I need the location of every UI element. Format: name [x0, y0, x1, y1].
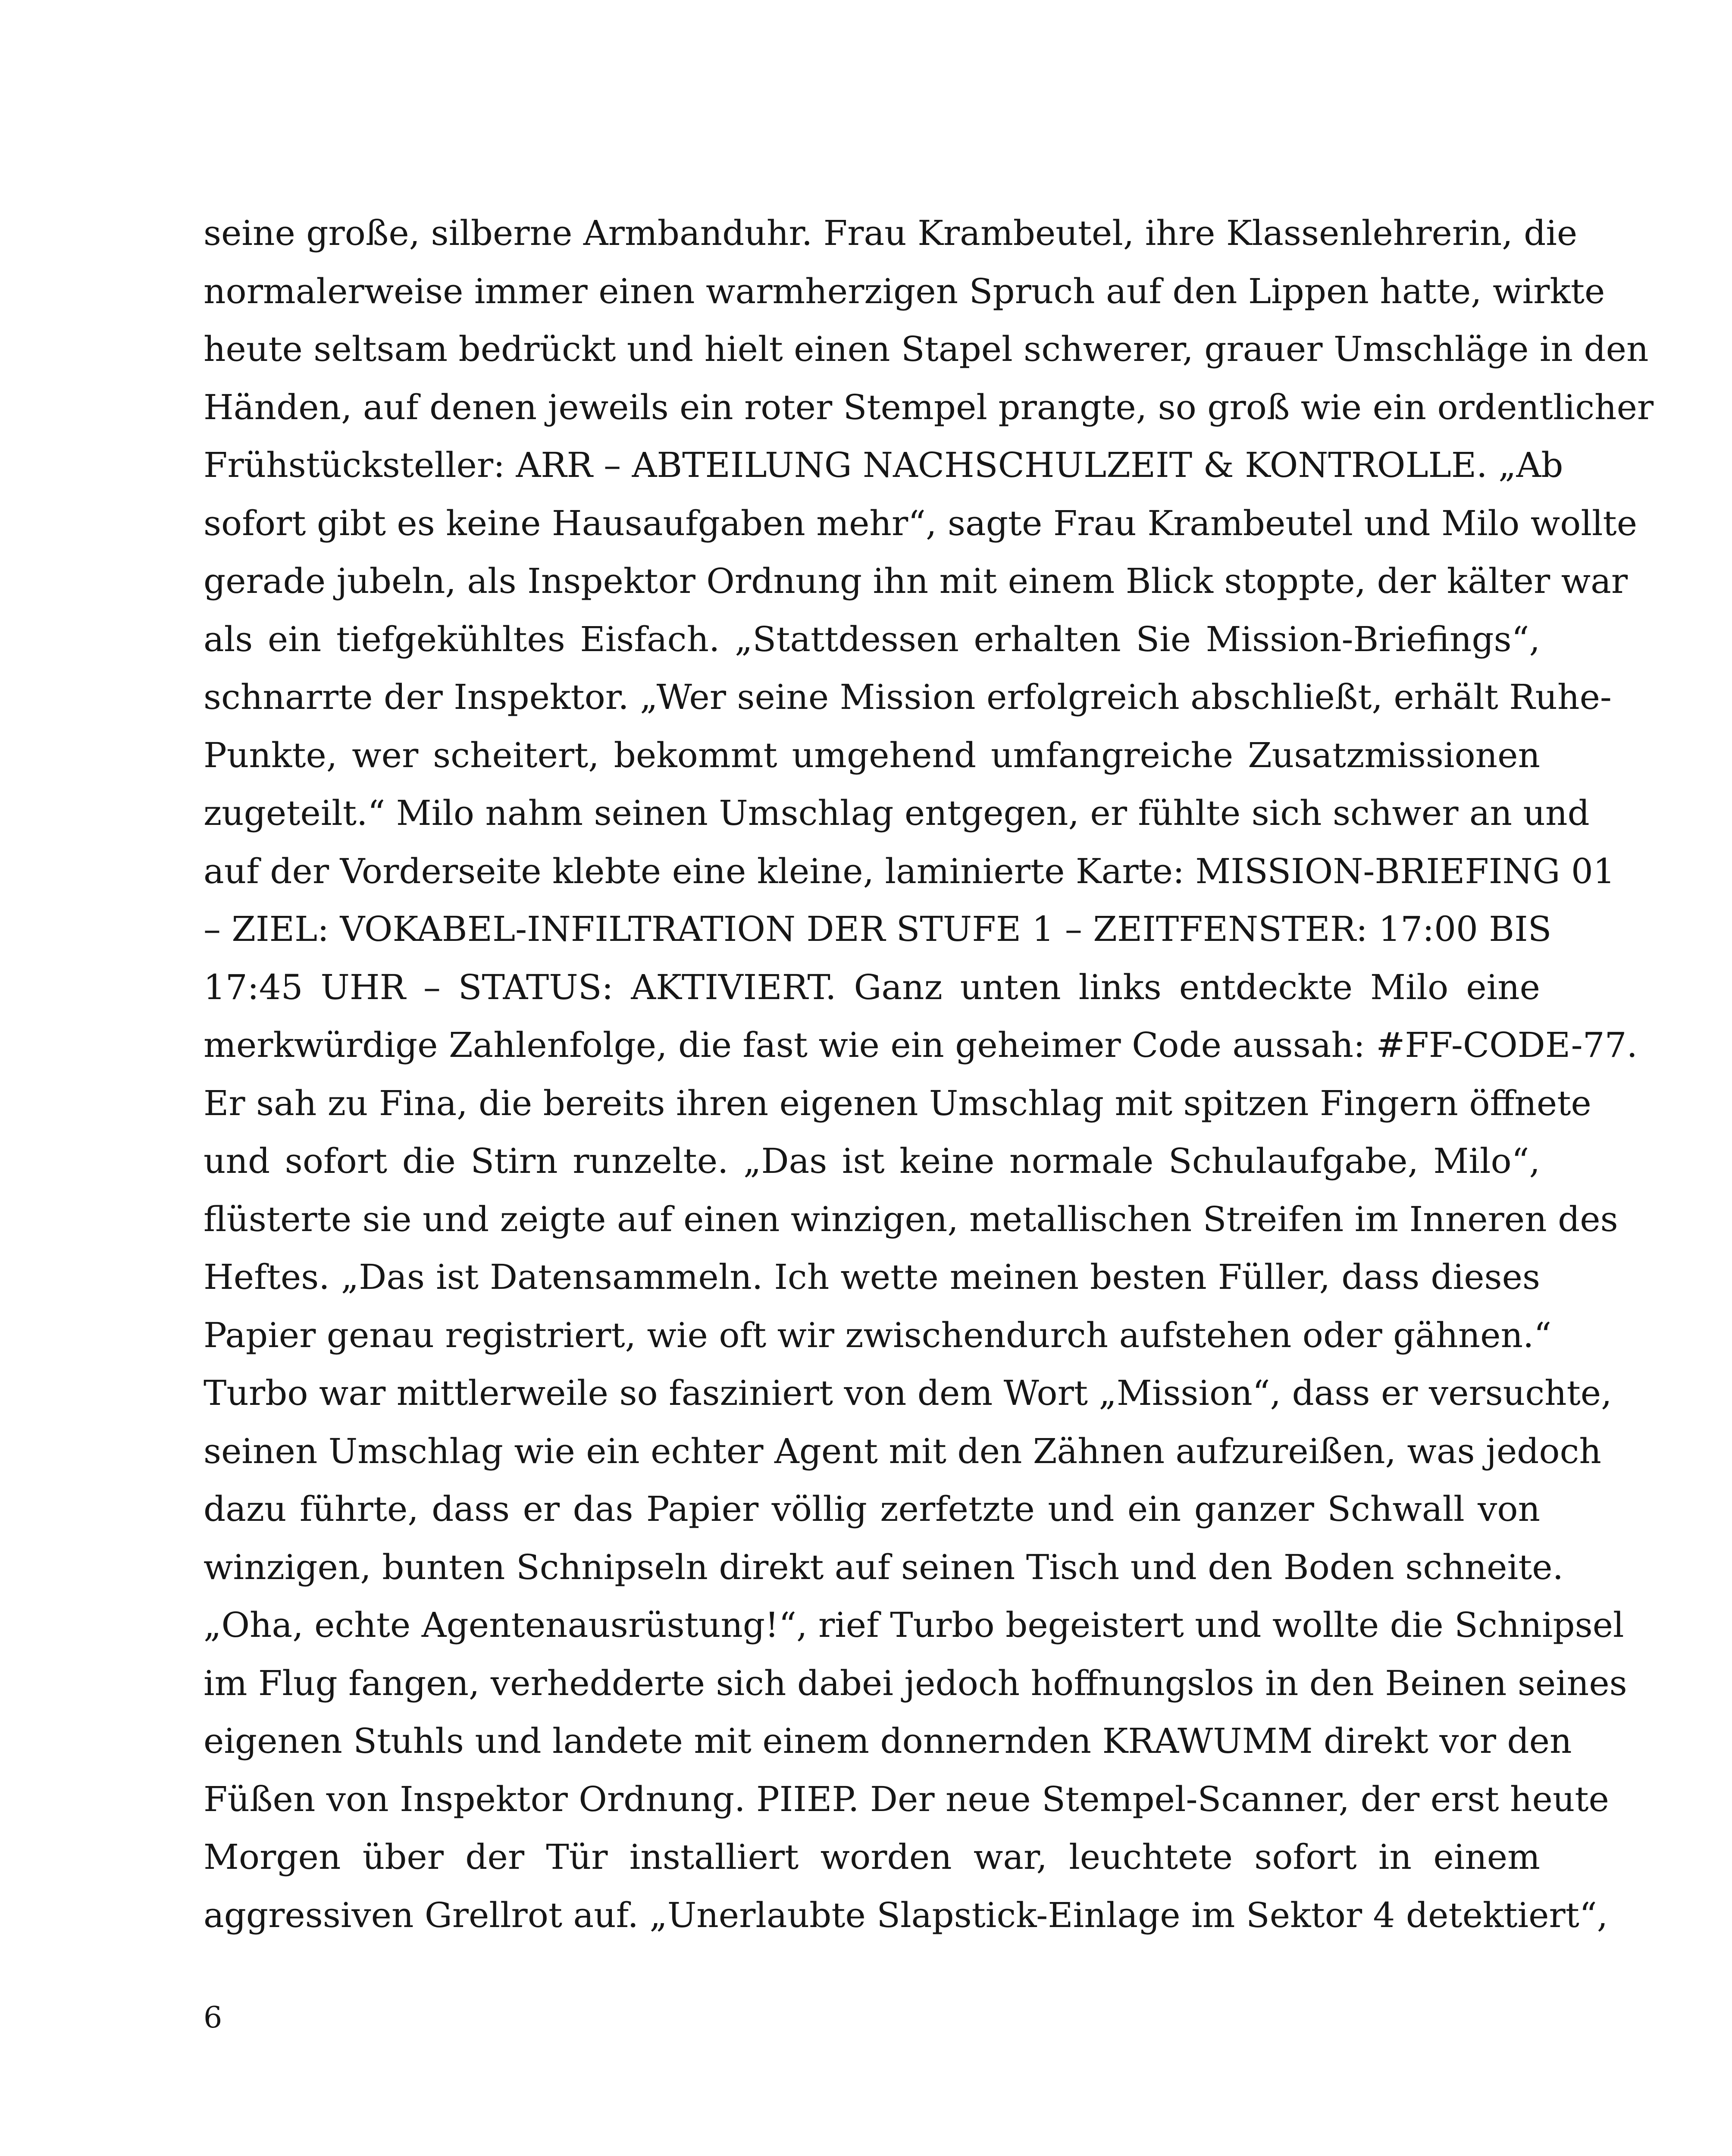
- text-line: und sofort die Stirn runzelte. „Das ist keine normale Schulaufgabe, Milo“,: [204, 1141, 1540, 1181]
- text-line: 17:45 UHR – STATUS: AKTIVIERT. Ganz unten links entdeckte Milo eine: [204, 967, 1540, 1007]
- text-line: flüsterte sie und zeigte auf einen winzigen, metallischen Streifen im Inneren des: [204, 1199, 1618, 1239]
- text-line: Punkte, wer scheitert, bekommt umgehend umfangreiche Zusatzmissionen: [204, 735, 1540, 775]
- text-line: sofort gibt es keine Hausaufgaben mehr“, sagte Frau Krambeutel und Milo wollte: [204, 503, 1638, 543]
- text-line: im Flug fangen, verhedderte sich dabei jedoch hoffnungslos in den Beinen seines: [204, 1663, 1627, 1703]
- text-line: winzigen, bunten Schnipseln direkt auf seinen Tisch und den Boden schneite.: [204, 1547, 1564, 1587]
- text-line: Papier genau registriert, wie oft wir zwischendurch aufstehen oder gähnen.“: [204, 1315, 1552, 1355]
- text-line: seinen Umschlag wie ein echter Agent mit den Zähnen aufzureißen, was jedoch: [204, 1431, 1601, 1471]
- page-number: 6: [204, 2001, 222, 2035]
- text-line: aggressiven Grellrot auf. „Unerlaubte Slapstick-Einlage im Sektor 4 detektiert“,: [204, 1895, 1608, 1935]
- text-line: seine große, silberne Armbanduhr. Frau Krambeutel, ihre Klassenlehrerin, die: [204, 213, 1578, 253]
- text-line: zugeteilt.“ Milo nahm seinen Umschlag entgegen, er fühlte sich schwer an und: [204, 793, 1590, 833]
- text-line: – ZIEL: VOKABEL-INFILTRATION DER STUFE 1 – ZEITFENSTER: 17:00 BIS: [204, 909, 1552, 949]
- text-line: normalerweise immer einen warmherzigen Spruch auf den Lippen hatte, wirkte: [204, 271, 1605, 311]
- text-line: auf der Vorderseite klebte eine kleine, laminierte Karte: MISSION-BRIEFING 01: [204, 851, 1615, 891]
- text-line: Er sah zu Fina, die bereits ihren eigenen Umschlag mit spitzen Fingern öffnete: [204, 1083, 1591, 1123]
- text-line: heute seltsam bedrückt und hielt einen Stapel schwerer, grauer Umschläge in den: [204, 329, 1649, 369]
- text-line: schnarrte der Inspektor. „Wer seine Mission erfolgreich abschließt, erhält Ruhe-: [204, 677, 1612, 717]
- text-line: Morgen über der Tür installiert worden war, leuchtete sofort in einem: [204, 1837, 1540, 1877]
- text-line: als ein tiefgekühltes Eisfach. „Stattdessen erhalten Sie Mission-Briefings“,: [204, 619, 1540, 659]
- text-line: dazu führte, dass er das Papier völlig zerfetzte und ein ganzer Schwall von: [204, 1489, 1540, 1529]
- body-text: [204, 204, 1654, 1944]
- text-line: eigenen Stuhls und landete mit einem donnernden KRAWUMM direkt vor den: [204, 1721, 1572, 1761]
- text-line: merkwürdige Zahlenfolge, die fast wie ein geheimer Code aussah: #FF-CODE-77.: [204, 1025, 1638, 1065]
- text-line: Händen, auf denen jeweils ein roter Stempel prangte, so groß wie ein ordentlicher: [204, 387, 1654, 427]
- text-line: Turbo war mittlerweile so fasziniert von dem Wort „Mission“, dass er versuchte,: [204, 1373, 1612, 1413]
- text-line: Heftes. „Das ist Datensammeln. Ich wette meinen besten Füller, dass dieses: [204, 1257, 1540, 1297]
- text-line: Füßen von Inspektor Ordnung. PIIEP. Der neue Stempel-Scanner, der erst heute: [204, 1779, 1609, 1819]
- text-line: gerade jubeln, als Inspektor Ordnung ihn mit einem Blick stoppte, der kälter war: [204, 561, 1628, 601]
- text-line: Frühstücksteller: ARR – ABTEILUNG NACHSCHULZEIT & KONTROLLE. „Ab: [204, 445, 1563, 485]
- text-line: „Oha, echte Agentenausrüstung!“, rief Turbo begeistert und wollte die Schnipsel: [204, 1605, 1624, 1645]
